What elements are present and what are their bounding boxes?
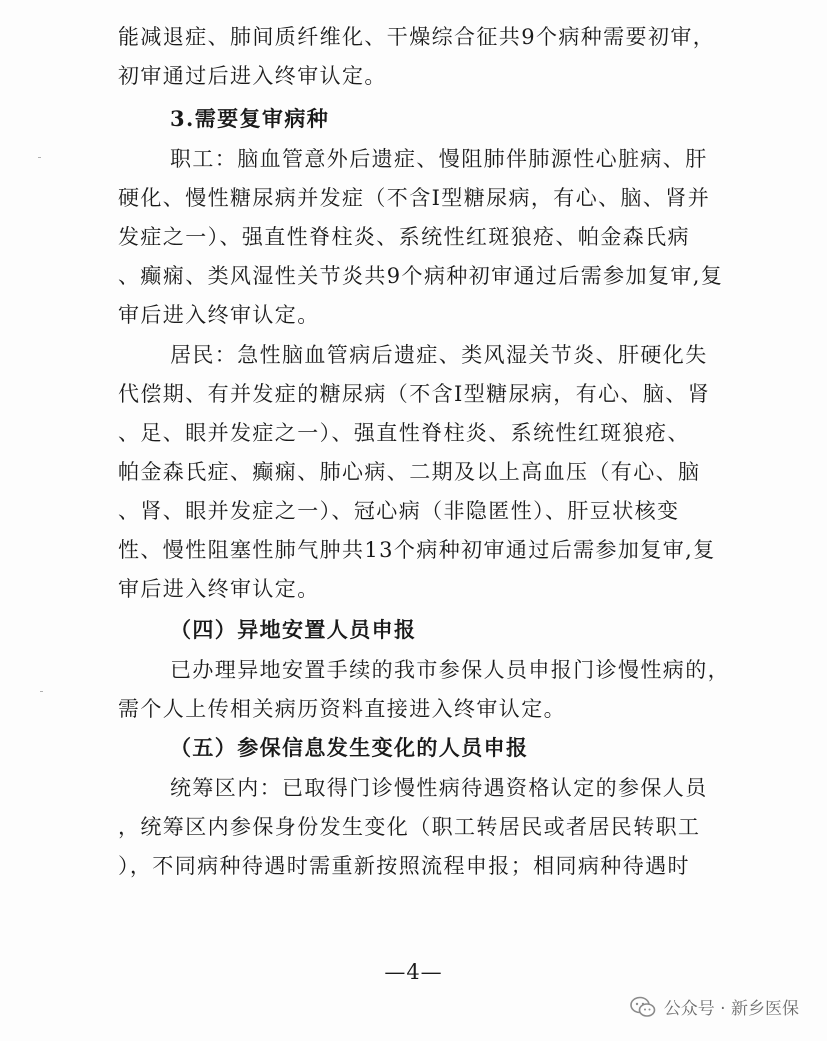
text-line: ），不同病种待遇时需重新按照流程申报；相同病种待遇时 [118,854,690,878]
text-line: 、肾、眼并发症之一）、冠心病（非隐匿性）、肝豆状核变 [118,499,680,523]
text-line: 发症之一）、强直性脊柱炎、系统性红斑狼疮、帕金森氏病 [118,225,690,249]
text-line: 性、慢性阻塞性肺气肿共13个病种初审通过后需参加复审,复 [118,538,716,562]
scan-speck [38,157,41,158]
text-line: 统筹区内：已取得门诊慢性病待遇资格认定的参保人员 [170,776,708,800]
section-heading: 3.需要复审病种 [170,106,330,131]
text-line: 代偿期、有并发症的糖尿病（不含I型糖尿病，有心、脑、肾 [118,382,711,406]
text-line: 需个人上传相关病历资料直接进入终审认定。 [118,697,566,721]
wechat-icon [630,996,656,1018]
text-line: 硬化、慢性糖尿病并发症（不含I型糖尿病，有心、脑、肾并 [118,186,711,210]
scan-speck [40,691,43,692]
section-heading: （五）参保信息发生变化的人员申报 [170,735,529,760]
text-line: 帕金森氏症、癫痫、肺心病、二期及以上高血压（有心、脑 [118,460,701,484]
text-line: 审后进入终审认定。 [118,303,320,327]
text-line: 初审通过后进入终审认定。 [118,64,387,88]
text-line: 居民：急性脑血管病后遗症、类风湿关节炎、肝硬化失 [170,343,708,367]
page-number: —4— [384,960,443,984]
watermark [630,994,799,1019]
watermark-text: 公众号 · 新乡医保 [663,999,799,1019]
text-line: 能减退症、肺间质纤维化、干燥综合征共9个病种需要初审， [118,25,716,49]
text-line: 、癫痫、类风湿性关节炎共9个病种初审通过后需参加复审,复 [118,264,724,288]
text-line: 、足、眼并发症之一）、强直性脊柱炎、系统性红斑狼疮、 [118,421,690,445]
section-heading: （四）异地安置人员申报 [170,617,417,642]
text-line: 审后进入终审认定。 [118,577,320,601]
text-line: ，统筹区内参保身份发生变化（职工转居民或者居民转职工 [118,815,701,839]
text-line: 职工：脑血管意外后遗症、慢阻肺伴肺源性心脏病、肝 [170,147,708,171]
text-line: 已办理异地安置手续的我市参保人员申报门诊慢性病的， [170,658,730,682]
